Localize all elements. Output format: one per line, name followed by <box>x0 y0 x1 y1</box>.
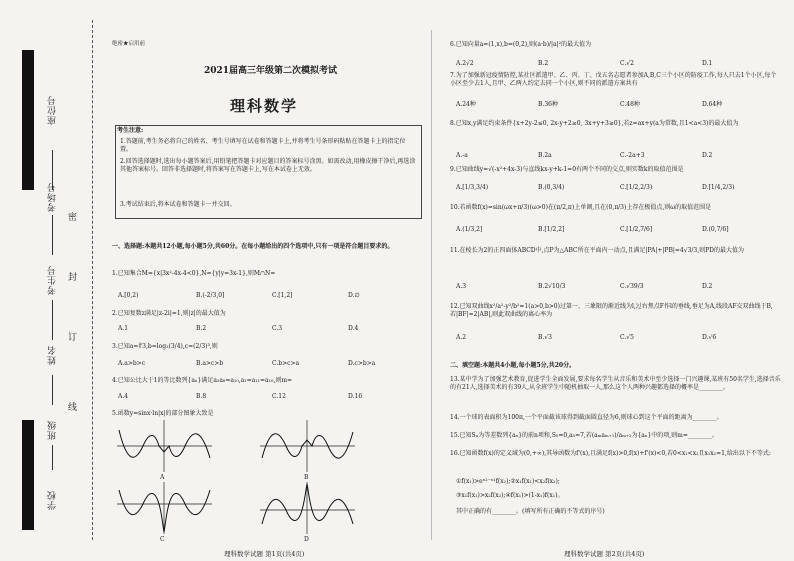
q11-option-c: C.√39/3 <box>620 283 644 290</box>
q4-option-d: D.16 <box>348 393 363 400</box>
binding-strip <box>0 0 108 561</box>
q16-item-2: ③x₁f(x₁)>x₂f(x₂);④f(x₁)>(1-x₁)f(x₁)。 <box>456 492 564 499</box>
q6-option-c: C.√2 <box>620 60 634 67</box>
q1-option-d: D.∅ <box>348 292 360 299</box>
q8-option-b: B.2a <box>538 152 552 159</box>
binding-band-top <box>22 50 34 190</box>
secret-tag: 绝密★启用前 <box>112 41 146 47</box>
q10-option-a: A.(1/3,2] <box>456 226 483 233</box>
q7-option-d: D.64种 <box>702 101 723 108</box>
q11-option-d: D.2 <box>702 283 713 290</box>
section1-header: 一、选择题:本题共12小题,每小题5分,共60分。在每小题给出的四个选项中,只有一项是符合题目要求的。 <box>112 243 394 250</box>
q5-label-c: C <box>160 536 165 543</box>
q1-stem: 1.已知集合M={x|3x²-4x-4<0},N={y|y=3x-1},则M∩N= <box>112 270 276 277</box>
page-1 <box>112 0 427 561</box>
subject-title: 理科数学 <box>230 97 299 115</box>
q2-option-c: C.3 <box>272 325 283 332</box>
page-divider <box>431 30 432 540</box>
q4-option-c: C.12 <box>272 393 286 400</box>
field-class: 班级 <box>48 420 58 440</box>
field-exam-number: 考生号 <box>48 265 58 295</box>
q5-graph-d <box>260 480 355 535</box>
field-name: 姓名 <box>48 345 58 365</box>
q1-option-b: B.(-2/3,0] <box>196 292 225 299</box>
section2-header: 二、填空题:本题共4小题,每小题5分,共20分。 <box>450 362 576 369</box>
q3-stem: 3.已知a=∜3,b=log₃(3/4),c=(2/3)³,则 <box>112 343 218 350</box>
binding-band-bottom <box>22 420 34 530</box>
seal-word-ding: 订 <box>68 333 78 343</box>
q3-option-b: B.a>c>b <box>196 360 224 367</box>
q4-option-a: A.4 <box>118 393 129 400</box>
q5-graph-b <box>260 418 355 473</box>
q2-option-b: B.2 <box>196 325 207 332</box>
q7-option-c: C.48种 <box>620 101 640 108</box>
q6-option-b: B.2 <box>538 60 549 67</box>
notice-3: 3.考试结束后,将本试卷和答题卡一并交回。 <box>120 201 236 208</box>
q7-option-b: B.36种 <box>538 101 558 108</box>
page2-footer: 理科数学试题 第2页(共4页) <box>564 550 645 558</box>
q7-option-a: A.24种 <box>456 101 476 108</box>
q7-stem: 7.为了加强新冠疫情防控,某社区派遣甲、乙、丙、丁、戊五名志愿者参加A,B,C三个小区的防疫工作,每人只去1个小区,每个小区至少去1人,且甲、乙两人约定去同一个小区,则不同的派遣方案共有 <box>450 72 777 88</box>
notice-1: 1.答题前,考生务必将自己的姓名、考生号填写在试卷和答题卡上,并将考生号条形码粘贴在答题卡上的指定位置。 <box>120 138 406 154</box>
q10-option-d: D.(0,7/6] <box>702 226 729 233</box>
field-seat-number: 座位号 <box>48 95 58 125</box>
page-2 <box>436 0 788 561</box>
q9-option-c: C.[1/2,2/3) <box>620 184 653 191</box>
q8-option-d: D.2 <box>702 152 713 159</box>
q13-text: 13.某中学为了加强艺术教育,促进学生全面发展,要求每名学生从音乐和美术中至少选择一门兴趣课,某班有50名学生,选择音乐的有21人,选择美术的有39人,从全班学生中随机抽取一人,那么这个人两种兴趣都选择的概率是________。 <box>450 376 781 392</box>
field-school: 学校 <box>48 490 58 510</box>
q12-option-a: A.2 <box>456 334 467 341</box>
q2-stem: 2.已知复数z满足|z-2i|=1,则|z|的最大值为 <box>112 310 226 317</box>
seal-dashed-line <box>92 20 93 540</box>
q11-stem: 11.在棱长为2的正四面体ABCD中,点P为△ABC所在平面内一动点,且满足|PA|+|PB|=4√3/3,则PD的最大值为 <box>450 247 744 254</box>
seal-word-mi: 密 <box>68 213 78 223</box>
q1-option-c: C.[1,2] <box>272 292 293 299</box>
q5-graph-c <box>117 480 212 535</box>
q8-option-c: C.-2a+3 <box>620 152 645 159</box>
q6-option-d: D.1 <box>702 60 713 67</box>
q4-option-b: B.8 <box>196 393 207 400</box>
q12-option-c: C.√5 <box>620 334 634 341</box>
notice-2: 2.回答选择题时,选出每小题答案后,用铅笔把答题卡对应题目的答案标号涂黑。如需改动,用橡皮擦干净后,再选涂其他答案标号。回答非选择题时,将答案写在答题卡上,写在本试卷上无效。 <box>120 158 416 174</box>
q12-option-b: B.√3 <box>538 334 552 341</box>
q16-item-1: ①f(x₁)>eˣ²⁻ˣ¹f(x₂);②x₁f(x₁)<x₂f(x₂); <box>456 478 560 485</box>
q5-stem: 5.函数y=sinx·ln|x|的部分图象大致是 <box>112 410 214 417</box>
q1-option-a: A.[0,2) <box>118 292 139 299</box>
q8-option-a: A.-a <box>456 152 468 159</box>
q9-option-a: A.[1/3,3/4) <box>456 184 489 191</box>
q3-option-a: A.a>b>c <box>118 360 146 367</box>
q9-stem: 9.已知曲线y=√(-x²+4x-3)与直线kx-y+k-1=0有两个不同的交点,则实数k的取值范围是 <box>450 166 684 173</box>
q4-stem: 4.已知公比大于1的等比数列{aₙ}满足a₂a₈=a₁₀,a₁=a₁₁=a₁₀,则m= <box>112 377 293 384</box>
q11-option-b: B.2√10/3 <box>538 283 566 290</box>
q3-option-c: C.b>c>a <box>272 360 300 367</box>
q12-stem: 12.已知双曲线x²/a²-y²/b²=1(a>0,b>0)过第一、三象限的渐近线为l,过右焦点F作l的垂线,垂足为A,线段AF交双曲线于B,若|BF|=2|AB|,则此双曲线的离心率为 <box>450 303 773 319</box>
q5-label-a: A <box>160 474 165 481</box>
q5-label-d: D <box>304 536 309 543</box>
q16-tail: 其中正确的有________。(填写所有正确的不等式的序号) <box>456 508 605 515</box>
q12-option-d: D.√6 <box>702 334 717 341</box>
q9-option-b: B.(0,3/4) <box>538 184 565 191</box>
q14-text: 14.一个球的表面积为100π,一个平面截该球得到截面圆直径为6,则球心到这个平面的距离为________。 <box>450 414 723 421</box>
q10-option-b: B.[1/2,2] <box>538 226 565 233</box>
q3-option-d: D.c>b>a <box>348 360 376 367</box>
q15-text: 15.已知Sₙ为等差数列{aₙ}的前n项和,S₅=0,a₅=7,若(aₘaₘ₊₁)/aₘ₊₂为{aₙ}中的项,则m=________。 <box>450 432 718 439</box>
q5-graph-a <box>117 418 212 473</box>
q10-option-c: C.[1/2,7/6] <box>620 226 653 233</box>
notice-title: 考生注意: <box>117 127 144 134</box>
q16-stem: 16.已知函数f(x)的定义域为(0,+∞),其导函数为f'(x),且满足f(x)>0,f(x)+f'(x)<0,若0<x₁<x₂且x₁x₂=1,给出以下不等式: <box>450 450 771 457</box>
field-exam-room: 考场号 <box>48 182 58 212</box>
q10-stem: 10.若函数f(x)=sin(ωx+π/3)(ω>0)在(π/2,π)上单调,且在(0,π/3)上存在极值点,则ω的取值范围是 <box>450 204 712 211</box>
q11-option-a: A.3 <box>456 283 467 290</box>
q9-option-d: D.[1/4,2/3) <box>702 184 735 191</box>
q6-option-a: A.2√2 <box>456 60 474 67</box>
q2-option-d: D.4 <box>348 325 359 332</box>
page1-footer: 理科数学试题 第1页(共4页) <box>224 550 305 558</box>
exam-title: 2021届高三年级第二次模拟考试 <box>204 66 338 76</box>
seal-word-feng: 封 <box>68 273 78 283</box>
q5-label-b: B <box>304 474 309 481</box>
q8-stem: 8.已知x,y满足约束条件{x+2y-2≤0, 2x-y+2≥0, 3x+y+3≥0},若z=ax+y(a为常数,且1<a<3)的最大值为 <box>450 120 739 127</box>
q2-option-a: A.1 <box>118 325 129 332</box>
seal-word-xian: 线 <box>68 403 78 413</box>
q6-stem: 6.已知向量a=(1,x),b=(0,2),则(a·b)/|a|²的最大值为 <box>450 41 592 48</box>
